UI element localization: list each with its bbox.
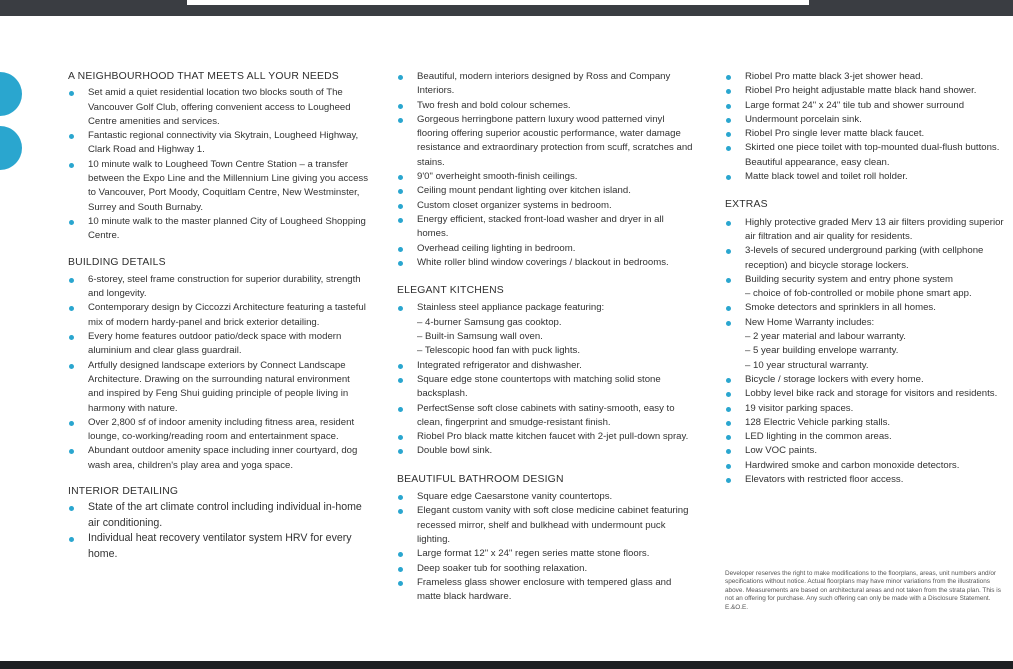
list-item: Bicycle / storage lockers with every home. [725,373,1013,387]
bathroom-fixtures-list [725,70,1013,184]
list-item: Set amid a quiet residential location two blocks south of The Vancouver Golf Club, offering convenient access to Lougheed Centre amenities and services. [68,86,368,129]
list-item: Riobel Pro height adjustable matte black hand shower. [725,84,1013,98]
list-item: Highly protective graded Merv 13 air filters providing superior air filtration and air quality for residents. [725,216,1013,245]
list-item: PerfectSense soft close cabinets with satiny-smooth, easy to clean, fingerprint and smudge-resistant finish. [397,402,697,431]
list-item: Low VOC paints. [725,444,1013,458]
list-item: Overhead ceiling lighting in bedroom. [397,242,697,256]
sub-item: – 10 year structural warranty. [745,359,869,371]
list-item: Custom closet organizer systems in bedroom. [397,199,697,213]
list-item: Undermount porcelain sink. [725,113,1013,127]
list-item: Lobby level bike rack and storage for visitors and residents. [725,387,1013,401]
list-item: Square edge Caesarstone vanity countertops. [397,490,697,504]
decorative-circle [0,126,22,170]
sub-item: – choice of fob-controlled or mobile phone smart app. [745,288,972,300]
sub-item: – 4-burner Samsung gas cooktop. [417,316,562,328]
list-item: Contemporary design by Ciccozzi Architecture featuring a tasteful mix of modern hardy-panel and brick exterior detailing. [68,301,368,330]
previous-page-edge [187,0,809,5]
column-right [725,70,1013,487]
list-item: Fantastic regional connectivity via Skytrain, Lougheed Highway, Clark Road and Highway 1. [68,129,368,158]
list-item: New Home Warranty includes: [725,316,1013,330]
list-item: Skirted one piece toilet with top-mounted dual-flush buttons. Beautiful appearance, easy clean. [725,141,1013,170]
list-item: Artfully designed landscape exteriors by Connect Landscape Architecture. Drawing on the surrounding natural environment and inspired by Feng Shui guiding principle of people living in harmony with nature. [68,359,368,416]
list-item: Riobel Pro black matte kitchen faucet with 2-jet pull-down spray. [397,430,697,444]
list-item: Deep soaker tub for soothing relaxation. [397,562,697,576]
list-item: Abundant outdoor amenity space including inner courtyard, dog wash area, children's play area and yoga space. [68,444,368,473]
list-item: Ceiling mount pendant lighting over kitchen island. [397,184,697,198]
list-item: 128 Electric Vehicle parking stalls. [725,416,1013,430]
section-bathroom-design [397,473,697,605]
list-item: Every home features outdoor patio/deck space with modern aluminium and clear glass guardrail. [68,330,368,359]
list-item: Hardwired smoke and carbon monoxide detectors. [725,459,1013,473]
column-left [68,70,368,562]
sub-item: – Built-in Samsung wall oven. [417,331,543,343]
section-heading: BUILDING DETAILS [68,256,166,268]
section-building-details [68,256,368,473]
list-item: Energy efficient, stacked front-load washer and dryer in all homes. [397,213,697,242]
list-item: Two fresh and bold colour schemes. [397,99,697,113]
list-item: Over 2,800 sf of indoor amenity including fitness area, resident lounge, co-working/reading room and entertainment space. [68,416,368,445]
list-item: Riobel Pro matte black 3-jet shower head. [725,70,1013,84]
disclaimer-text: Developer reserves the right to make modifications to the floorplans, areas, unit numbers and/or specifications without notice. Actual floorplans may have minor variations from the illustrations above. Measurements are based on architectural areas and not taken from the strata plan. This is not an offering for purchase. Any such offering can only be made with a Disclosure Statement. E.&O.E. [725,570,1001,611]
list-item: Riobel Pro single lever matte black faucet. [725,127,1013,141]
section-interior-detailing [68,485,368,562]
list-item: White roller blind window coverings / blackout in bedrooms. [397,256,697,270]
section-heading: ELEGANT KITCHENS [397,285,504,297]
section-heading: A NEIGHBOURHOOD THAT MEETS ALL YOUR NEEDS [68,71,339,82]
viewer-top-bar [0,0,1013,16]
sub-item: – 5 year building envelope warranty. [745,345,899,357]
list-item: Stainless steel appliance package featuring: [397,301,697,315]
list-item: 9'0" overheight smooth-finish ceilings. [397,170,697,184]
list-item: Square edge stone countertops with matching solid stone backsplash. [397,373,697,402]
section-neighbourhood [68,70,368,244]
list-item: LED lighting in the common areas. [725,430,1013,444]
section-extras [725,198,1013,487]
section-heading: INTERIOR DETAILING [68,486,179,498]
list-item: Frameless glass shower enclosure with tempered glass and matte black hardware. [397,576,697,605]
section-heading: BEAUTIFUL BATHROOM DESIGN [397,473,564,485]
list-item: Elevators with restricted floor access. [725,473,1013,487]
viewer-bottom-bar [0,661,1013,669]
list-item: 10 minute walk to the master planned City of Lougheed Shopping Centre. [68,215,368,244]
list-item: State of the art climate control including individual in-home air conditioning. [68,500,368,531]
list-item: 6-storey, steel frame construction for superior durability, strength and longevity. [68,273,368,302]
list-item: Large format 24" x 24" tile tub and shower surround [725,99,1013,113]
section-elegant-kitchens [397,284,697,459]
list-item: Double bowl sink. [397,444,697,458]
list-item: Integrated refrigerator and dishwasher. [397,359,697,373]
column-middle [397,70,697,604]
list-item: 3-levels of secured underground parking (with cellphone reception) and bicycle storage lockers. [725,244,1013,273]
list-item: Elegant custom vanity with soft close medicine cabinet featuring recessed mirror, shelf and bulkhead with undermount puck lighting. [397,504,697,547]
list-item: Large format 12" x 24" regen series matte stone floors. [397,547,697,561]
list-item: Smoke detectors and sprinklers in all homes. [725,301,1013,315]
sub-item: – Telescopic hood fan with puck lights. [417,345,581,357]
decorative-circle [0,72,22,116]
list-item: 19 visitor parking spaces. [725,402,1013,416]
list-item: Building security system and entry phone system [725,273,1013,287]
list-item: Matte black towel and toilet roll holder. [725,170,1013,184]
list-item: Beautiful, modern interiors designed by Ross and Company Interiors. [397,70,697,99]
list-item: 10 minute walk to Lougheed Town Centre Station – a transfer between the Expo Line and the Millennium Line giving you access to Vancouver, Port Moody, Coquitlam Centre, New Westminster, Surrey and South Burnaby. [68,158,368,215]
interiors-list [397,70,697,270]
list-item: Individual heat recovery ventilator system HRV for every home. [68,531,368,562]
list-item: Gorgeous herringbone pattern luxury wood patterned vinyl flooring offering superior acoustic performance, water damage resistance and extraordinary protection from scuff, scratches and stains. [397,113,697,170]
section-heading: EXTRAS [725,199,768,211]
sub-item: – 2 year material and labour warranty. [745,331,906,343]
